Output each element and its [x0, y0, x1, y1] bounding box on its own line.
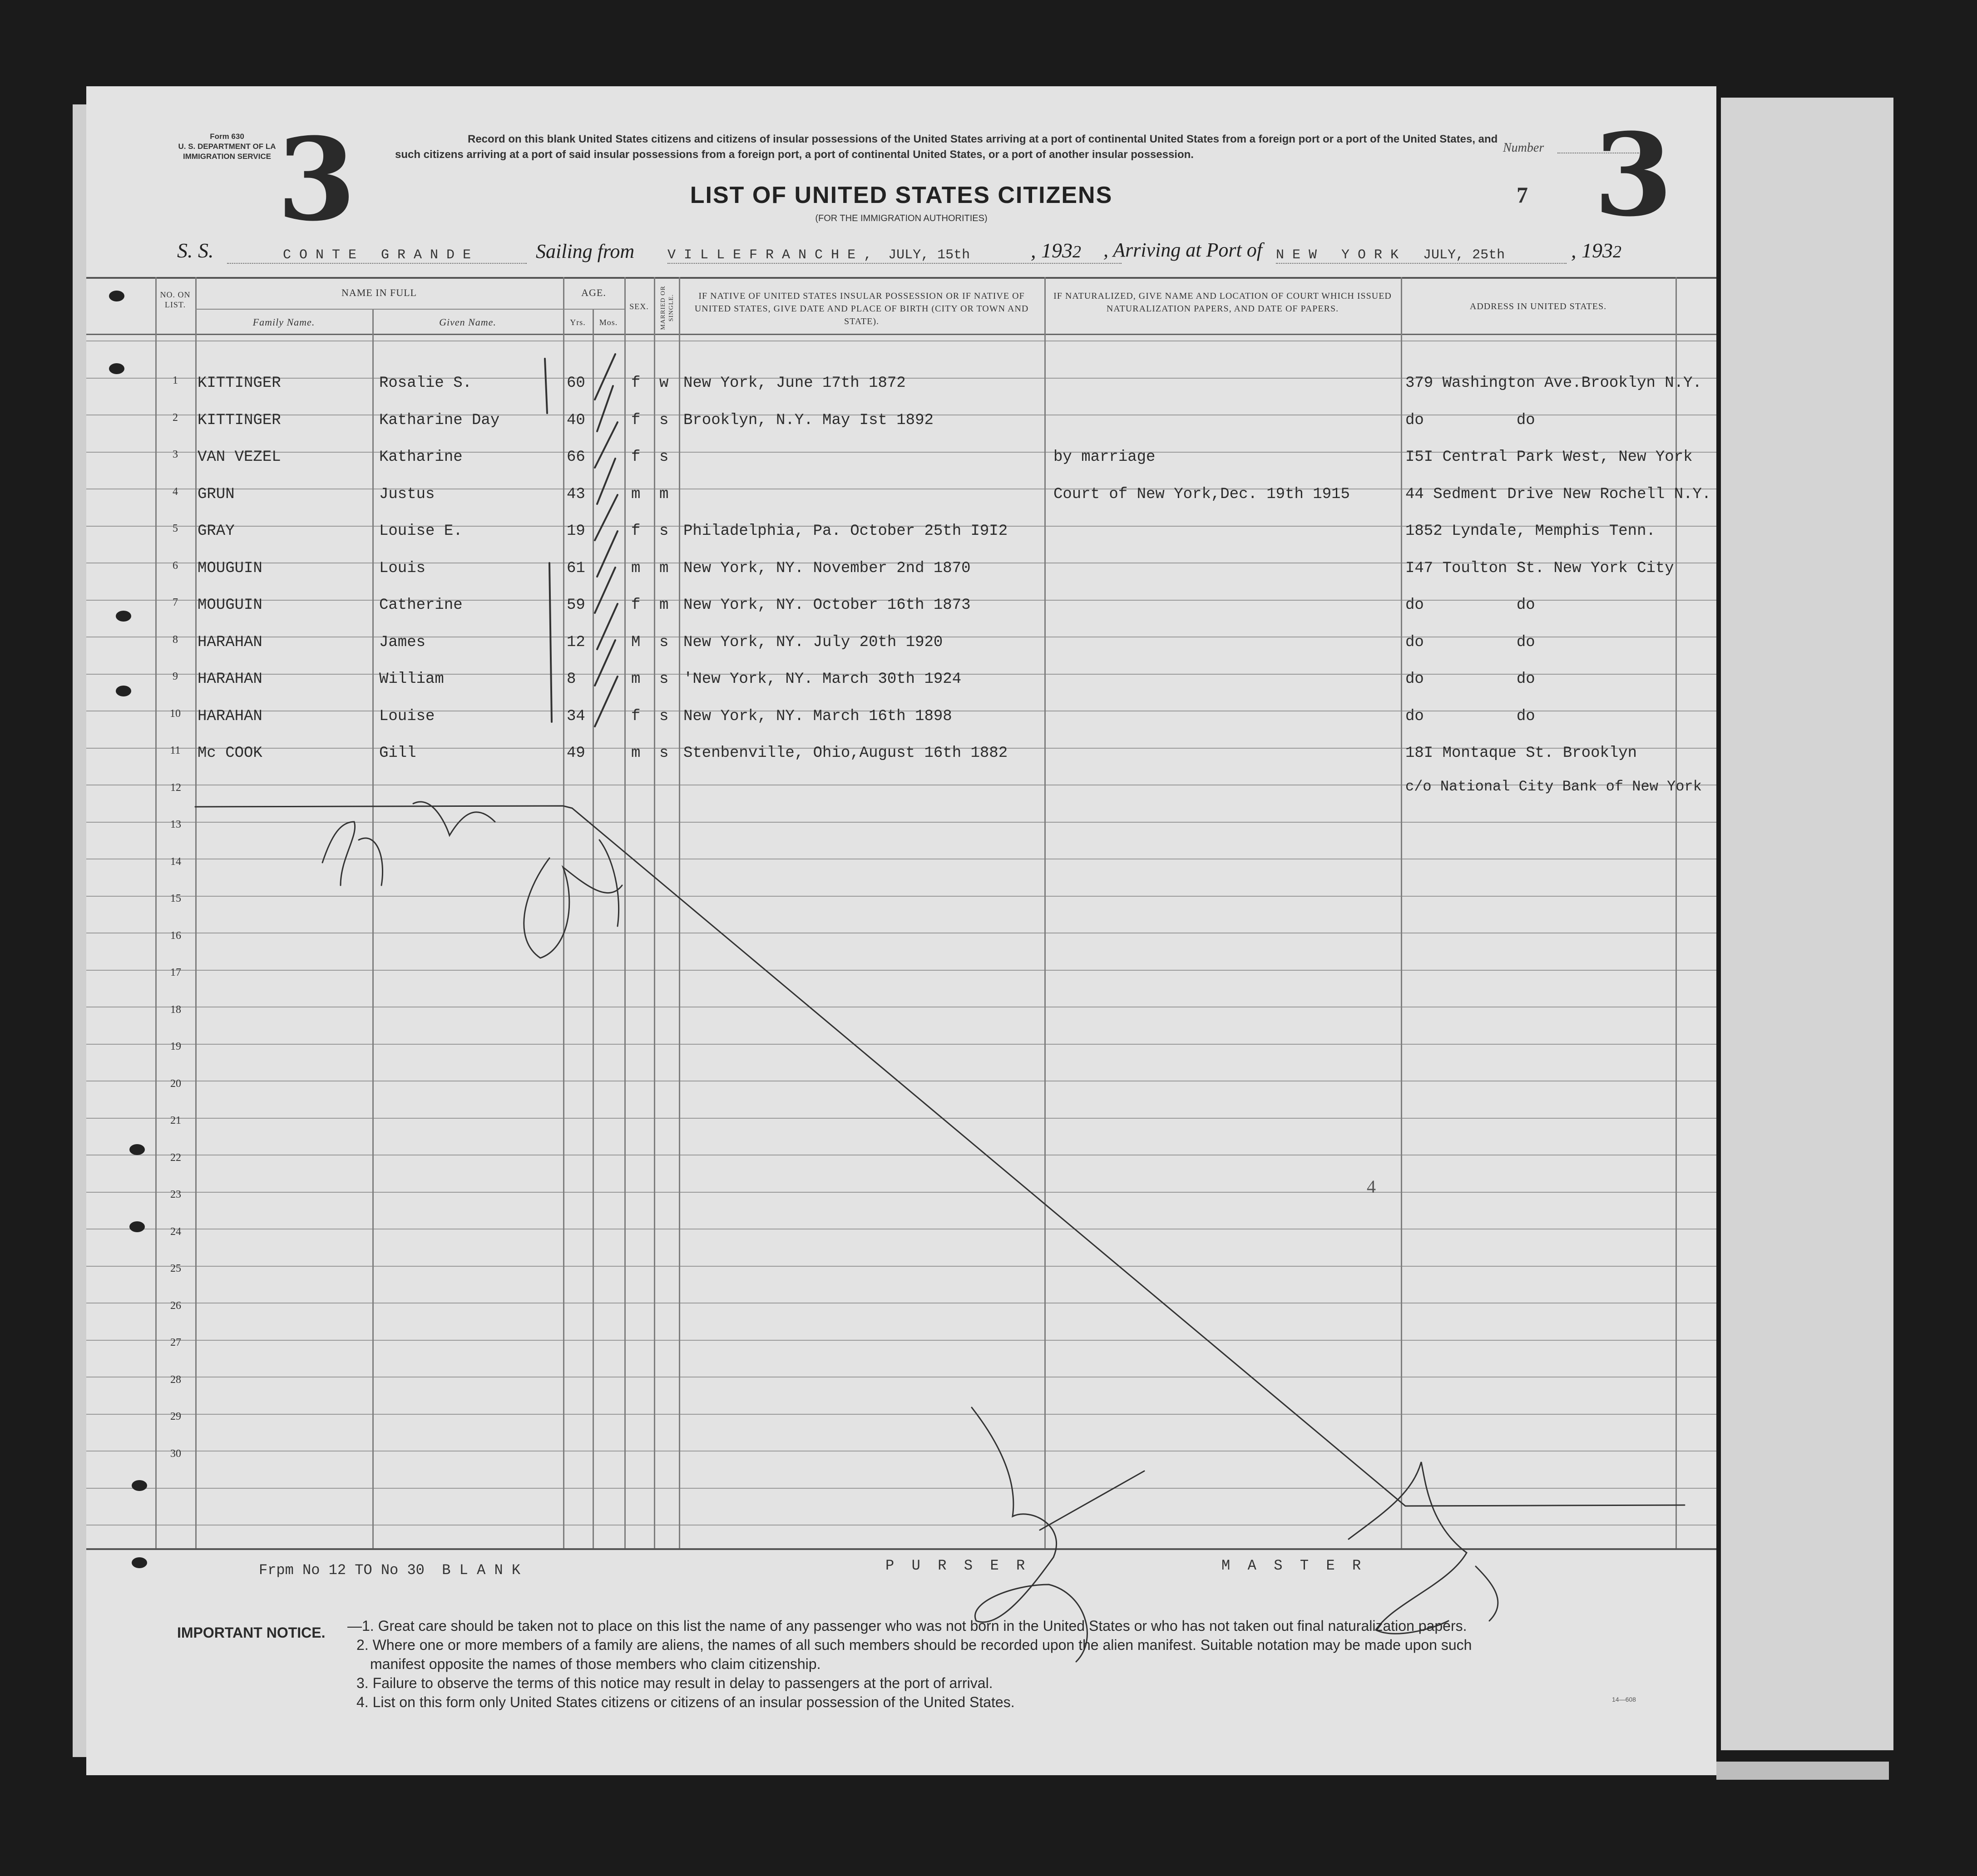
row-number: 15	[170, 893, 181, 904]
notice-2: 2. Where one or more members of a family are aliens, the names of all such members should be recorded upon the alien manifest. Suitable notation may be made upon such	[356, 1637, 1472, 1653]
header-age: AGE.	[581, 287, 606, 298]
birthplace-cell: Philadelphia, Pa. October 25th I9I2	[683, 523, 1008, 540]
row-number: 17	[170, 967, 181, 978]
sex-cell: m	[631, 486, 641, 503]
birthplace-cell: Stenbenville, Ohio,August 16th 1882	[683, 745, 1008, 762]
family-name-cell: MOUGUIN	[198, 560, 262, 577]
row-number: 10	[170, 708, 181, 720]
header-given-name: Given Name.	[439, 316, 496, 328]
row-number: 29	[170, 1411, 181, 1422]
notice-4: 4. List on this form only United States citizens or citizens of an insular possession of the United States.	[356, 1694, 1015, 1710]
naturalization-cell: by marriage	[1053, 449, 1156, 466]
punch-hole	[116, 686, 131, 696]
ss-label: S. S.	[177, 239, 214, 262]
address-cell: do do	[1405, 412, 1535, 429]
arriving-label: , Arriving at Port of	[1103, 239, 1262, 261]
address-cell: 44 Sedment Drive New Rochell N.Y.	[1405, 486, 1711, 503]
given-name-cell: William	[379, 671, 444, 688]
married-single-cell: s	[659, 708, 669, 725]
punch-hole	[116, 611, 131, 622]
master-label: M A S T E R	[1221, 1557, 1361, 1574]
family-name-cell: VAN VEZEL	[198, 449, 281, 466]
row11-address-line2: c/o National City Bank of New York	[1405, 778, 1702, 795]
birthplace-cell: 'New York, NY. March 30th 1924	[683, 671, 962, 688]
birthplace-cell: New York, NY. March 16th 1898	[683, 708, 952, 725]
naturalization-cell: Court of New York,Dec. 19th 1915	[1053, 486, 1350, 503]
header-birth: IF NATIVE OF UNITED STATES INSULAR POSSESSION OR IF NATIVE OF UNITED STATES, GIVE DATE AND PLACE OF BIRTH (CITY OR TOWN AND STATE).	[694, 291, 1029, 326]
sex-cell: f	[631, 449, 641, 466]
header-address: ADDRESS IN UNITED STATES.	[1469, 301, 1607, 311]
punch-hole	[129, 1221, 145, 1232]
given-name-cell: Katharine Day	[379, 412, 500, 429]
age-cell: 34	[567, 708, 585, 725]
sex-cell: f	[631, 375, 641, 392]
given-name-cell: Louise	[379, 708, 435, 725]
row-number: 25	[170, 1263, 181, 1274]
given-name-cell: Katharine	[379, 449, 463, 466]
married-single-cell: m	[659, 560, 669, 577]
pen-marks	[86, 86, 1716, 1775]
address-cell: I47 Toulton St. New York City	[1405, 560, 1674, 577]
notice-title: IMPORTANT NOTICE.	[177, 1624, 326, 1641]
row-number: 7	[173, 597, 178, 608]
age-cell: 66	[567, 449, 585, 466]
age-cell: 61	[567, 560, 585, 577]
arrival-port: N E W Y O R K JULY, 25th	[1276, 247, 1567, 264]
address-cell: 1852 Lyndale, Memphis Tenn.	[1405, 523, 1656, 540]
family-name-cell: GRAY	[198, 523, 235, 540]
age-cell: 49	[567, 745, 585, 762]
sailing-label: Sailing from	[536, 240, 635, 262]
sex-cell: f	[631, 412, 641, 429]
age-cell: 43	[567, 486, 585, 503]
age-cell: 19	[567, 523, 585, 540]
sex-cell: m	[631, 671, 641, 688]
sex-cell: f	[631, 597, 641, 614]
strike-marks	[595, 354, 618, 726]
age-cell: 60	[567, 375, 585, 392]
master-signature	[1349, 1462, 1498, 1634]
row-number: 5	[173, 523, 178, 534]
punch-hole	[129, 1144, 145, 1155]
row-number: 28	[170, 1374, 181, 1386]
purser-label: P U R S E R	[885, 1557, 1025, 1574]
family-name-cell: GRUN	[198, 486, 235, 503]
punch-hole	[132, 1480, 147, 1491]
header-naturalized: IF NATURALIZED, GIVE NAME AND LOCATION OF COURT WHICH ISSUED NATURALIZATION PAPERS, AND DATE OF PAPERS.	[1053, 291, 1392, 314]
birthplace-cell: New York, NY. November 2nd 1870	[683, 560, 971, 577]
address-cell: do do	[1405, 708, 1535, 725]
row-number: 27	[170, 1337, 181, 1348]
married-single-cell: m	[659, 597, 669, 614]
address-cell: 379 Washington Ave.Brooklyn N.Y.	[1405, 375, 1702, 392]
form-number: Form 630	[210, 132, 244, 141]
row-number: 4	[173, 486, 178, 498]
family-name-cell: KITTINGER	[198, 412, 281, 429]
header-married-single: MARRIED OR SINGLE.	[660, 286, 675, 330]
sailing-from: V I L L E F R A N C H E , JULY, 15th	[667, 247, 1122, 264]
form-code: 14—608	[1612, 1696, 1636, 1703]
sex-cell: M	[631, 634, 641, 651]
family-name-cell: MOUGUIN	[198, 597, 262, 614]
age-cell: 59	[567, 597, 585, 614]
sex-cell: f	[631, 523, 641, 540]
family-name-cell: Mc COOK	[198, 745, 262, 762]
tick-mark	[545, 359, 547, 413]
row-number: 18	[170, 1004, 181, 1016]
given-name-cell: James	[379, 634, 426, 651]
address-cell: do do	[1405, 597, 1535, 614]
birthplace-cell: New York, NY. July 20th 1920	[683, 634, 943, 651]
header-family-name: Family Name.	[252, 316, 315, 328]
header-no: NO. ON LIST.	[160, 290, 191, 309]
year-prefix: , 193	[1571, 239, 1613, 262]
list-number-left: 3	[277, 113, 356, 246]
page-edge	[1716, 1762, 1889, 1780]
given-name-cell: Justus	[379, 486, 435, 503]
row-number: 23	[170, 1189, 181, 1200]
year-prefix: , 193	[1031, 239, 1073, 262]
row-number: 12	[170, 782, 181, 794]
notice-1: —1. Great care should be taken not to place on this list the name of any passenger who was not born in the United States or who has not taken out final naturalization papers.	[347, 1618, 1467, 1634]
address-cell: do do	[1405, 634, 1535, 651]
list-number-right: 3	[1594, 108, 1673, 242]
row-number: 9	[173, 671, 178, 682]
intro-text: Record on this blank United States citizens and citizens of insular possessions of the United States arriving at a port of continental United States from a foreign port or a port of the United States, and such citizens arriving at a port of said insular possessions from a foreign port, a port of continental United States, or a port of another insular possession.	[395, 133, 1498, 161]
inspector-signature	[322, 802, 622, 958]
family-name-cell: HARAHAN	[198, 708, 262, 725]
married-single-cell: m	[659, 486, 669, 503]
row-number: 14	[170, 856, 181, 868]
punch-hole	[109, 291, 124, 301]
row-number: 6	[173, 560, 178, 572]
header-sex: SEX.	[629, 302, 649, 311]
married-single-cell: s	[659, 449, 669, 466]
notice-2-cont: manifest opposite the names of those members who claim citizenship.	[370, 1656, 821, 1672]
age-cell: 40	[567, 412, 585, 429]
notice-3: 3. Failure to observe the terms of this notice may result in delay to passengers at the port of arrival.	[356, 1675, 993, 1691]
blank-note: Frpm No 12 TO No 30 B L A N K	[259, 1562, 521, 1579]
row-number: 16	[170, 930, 181, 942]
age-cell: 8	[567, 671, 576, 688]
birthplace-cell: Brooklyn, N.Y. May Ist 1892	[683, 412, 934, 429]
family-name-cell: HARAHAN	[198, 671, 262, 688]
row-number: 24	[170, 1226, 181, 1238]
row-number: 2	[173, 412, 178, 424]
row-number: 26	[170, 1300, 181, 1312]
married-single-cell: s	[659, 671, 669, 688]
row-number: 30	[170, 1448, 181, 1460]
header-name-in-full: NAME IN FULL	[341, 287, 417, 298]
row-number: 20	[170, 1078, 181, 1090]
row-number: 11	[170, 745, 181, 756]
given-name-cell: Rosalie S.	[379, 375, 472, 392]
service-line: IMMIGRATION SERVICE	[183, 152, 271, 161]
sex-cell: m	[631, 745, 641, 762]
punch-hole	[109, 363, 124, 374]
number-mark: 7	[1517, 182, 1528, 207]
birthplace-cell: New York, June 17th 1872	[683, 375, 906, 392]
age-cell: 12	[567, 634, 585, 651]
department-line: U. S. DEPARTMENT OF LA	[178, 142, 276, 151]
back-page	[1721, 98, 1893, 1750]
stray-mark: 4	[1367, 1176, 1376, 1197]
row-number: 1	[173, 375, 178, 386]
row-number: 19	[170, 1041, 181, 1052]
header-mos: Mos.	[599, 318, 618, 327]
married-single-cell: s	[659, 745, 669, 762]
family-name-cell: KITTINGER	[198, 375, 281, 392]
row-number: 21	[170, 1115, 181, 1126]
page-title: LIST OF UNITED STATES CITIZENS	[690, 182, 1113, 208]
cancellation-line	[195, 806, 1685, 1506]
tick-mark	[549, 563, 552, 722]
address-cell: I5I Central Park West, New York	[1405, 449, 1693, 466]
year-digit: 2	[1073, 242, 1081, 262]
given-name-cell: Catherine	[379, 597, 463, 614]
punch-hole	[132, 1557, 147, 1568]
married-single-cell: s	[659, 412, 669, 429]
row-number: 22	[170, 1152, 181, 1164]
given-name-cell: Louis	[379, 560, 426, 577]
birthplace-cell: New York, NY. October 16th 1873	[683, 597, 971, 614]
ship-name: C O N T E G R A N D E	[227, 247, 527, 264]
address-cell: 18I Montaque St. Brooklyn	[1405, 745, 1637, 762]
family-name-cell: HARAHAN	[198, 634, 262, 651]
row-number: 8	[173, 634, 178, 646]
row-number: 3	[173, 449, 178, 460]
manifest-page	[86, 86, 1716, 1775]
married-single-cell: w	[659, 375, 669, 392]
number-label: Number	[1503, 141, 1544, 155]
sex-cell: m	[631, 560, 641, 577]
header-yrs: Yrs.	[570, 318, 586, 327]
address-cell: do do	[1405, 671, 1535, 688]
sex-cell: f	[631, 708, 641, 725]
row-number: 13	[170, 819, 181, 830]
year-digit: 2	[1613, 242, 1621, 262]
married-single-cell: s	[659, 523, 669, 540]
given-name-cell: Gill	[379, 745, 416, 762]
married-single-cell: s	[659, 634, 669, 651]
page-subtitle: (FOR THE IMMIGRATION AUTHORITIES)	[815, 213, 988, 223]
given-name-cell: Louise E.	[379, 523, 463, 540]
